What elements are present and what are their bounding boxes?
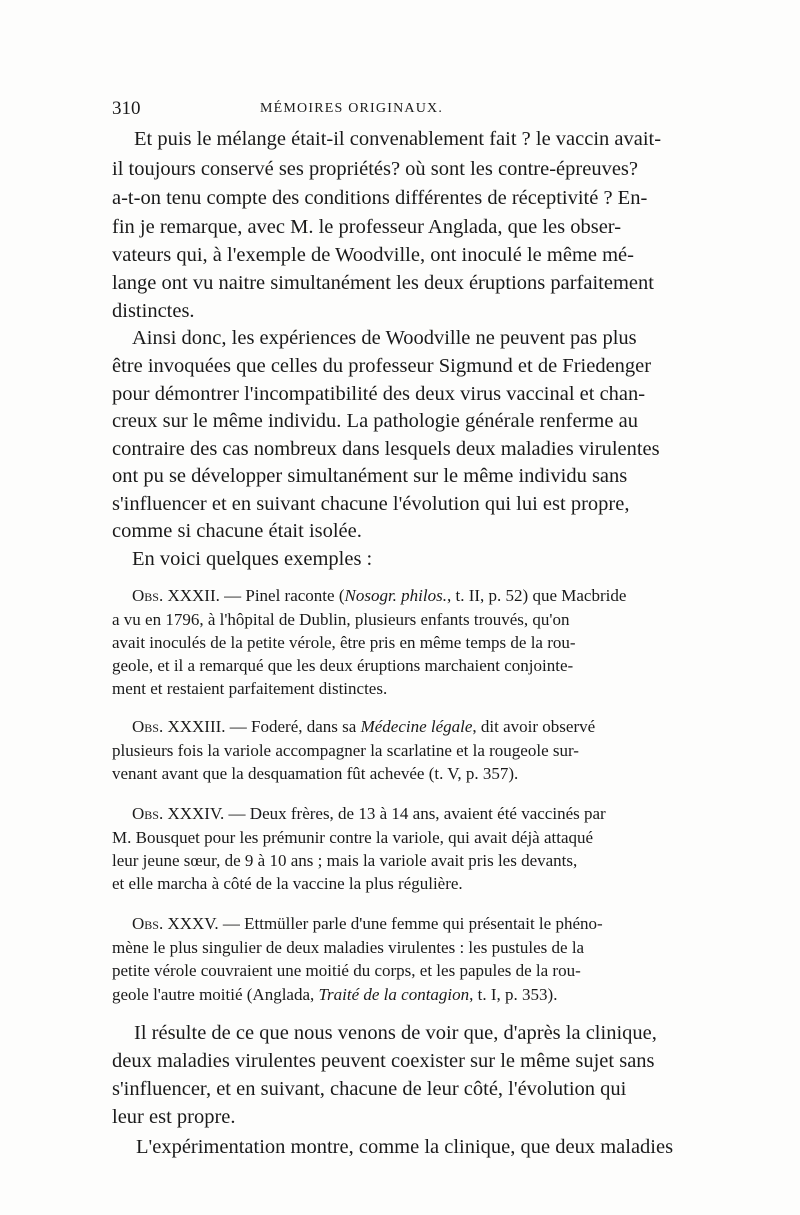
text-line: leur jeune sœur, de 9 à 10 ans ; mais la variole avait pris les devants, [112, 851, 578, 870]
text-line: mène le plus singulier de deux maladies virulentes : les pustules de la [112, 938, 585, 957]
observation-label: Obs. XXXIII. [132, 717, 226, 736]
text-line: Obs. XXXV. — Ettmüller parle d'une femme qui présentait le phéno- [132, 914, 603, 933]
text-line: lange ont vu naitre simultanément les deux éruptions parfaitement [112, 272, 654, 294]
text-line: et elle marcha à côté de la vaccine la plus régulière. [112, 874, 463, 893]
text-line: a vu en 1796, à l'hôpital de Dublin, plusieurs enfants trouvés, qu'on [112, 610, 570, 629]
text-line: contraire des cas nombreux dans lesquels deux maladies virulentes [112, 438, 660, 460]
text-line: En voici quelques exemples : [132, 548, 373, 570]
text-line: leur est propre. [112, 1106, 236, 1128]
observation-label: Obs. XXXV. [132, 914, 219, 933]
text-line: Ainsi donc, les expériences de Woodville ne peuvent pas plus [132, 327, 637, 349]
text-line: Obs. XXXIII. — Foderé, dans sa Médecine légale, dit avoir observé [132, 717, 596, 736]
text-line: a-t-on tenu compte des conditions différentes de réceptivité ? En- [112, 187, 648, 209]
text-line: Il résulte de ce que nous venons de voir que, d'après la clinique, [134, 1022, 657, 1044]
text-line: distinctes. [112, 300, 195, 322]
text-line: plusieurs fois la variole accompagner la scarlatine et la rougeole sur- [112, 741, 579, 760]
page-header [112, 98, 688, 122]
text-line: Obs. XXXIV. — Deux frères, de 13 à 14 ans, avaient été vaccinés par [132, 804, 606, 823]
text-line: petite vérole couvraient une moitié du corps, et les papules de la rou- [112, 961, 581, 980]
text-line: être invoquées que celles du professeur Sigmund et de Friedenger [112, 355, 652, 377]
text-line: comme si chacune était isolée. [112, 520, 362, 542]
text-line: ment et restaient parfaitement distinctes. [112, 679, 388, 698]
text-line: L'expérimentation montre, comme la clinique, que deux maladies [136, 1136, 674, 1158]
text-line: s'influencer, et en suivant, chacune de leur côté, l'évolution qui [112, 1078, 627, 1100]
text-line: geole l'autre moitié (Anglada, Traité de la contagion, t. I, p. 353). [112, 985, 558, 1004]
text-line: Et puis le mélange était-il convenablement fait ? le vaccin avait- [134, 128, 662, 150]
running-title: MÉMOIRES ORIGINAUX. [260, 101, 444, 116]
text-line: fin je remarque, avec M. le professeur Anglada, que les obser- [112, 216, 622, 238]
text-line: avait inoculés de la petite vérole, être pris en même temps de la rou- [112, 633, 576, 652]
text-line: Obs. XXXII. — Pinel raconte (Nosogr. philos., t. II, p. 52) que Macbride [132, 586, 627, 605]
text-line: creux sur le même individu. La pathologie générale renferme au [112, 410, 638, 432]
text-line: pour démontrer l'incompatibilité des deux virus vaccinal et chan- [112, 383, 646, 405]
text-line: ont pu se développer simultanément sur le même individu sans [112, 465, 628, 487]
observation-label: Obs. XXXII. [132, 586, 220, 605]
text-line: M. Bousquet pour les prémunir contre la variole, qui avait déjà attaqué [112, 828, 594, 847]
text-line: vateurs qui, à l'exemple de Woodville, ont inoculé le même mé- [112, 244, 634, 266]
text-line: venant avant que la desquamation fût achevée (t. V, p. 357). [112, 764, 519, 783]
text-line: s'influencer et en suivant chacune l'évolution qui lui est propre, [112, 493, 630, 515]
text-line: deux maladies virulentes peuvent coexister sur le même sujet sans [112, 1050, 655, 1072]
page-number: 310 [112, 98, 141, 119]
text-line: geole, et il a remarqué que les deux éruptions marchaient conjointe- [112, 656, 574, 675]
observation-label: Obs. XXXIV. [132, 804, 225, 823]
text-line: il toujours conservé ses propriétés? où sont les contre-épreuves? [112, 158, 639, 180]
